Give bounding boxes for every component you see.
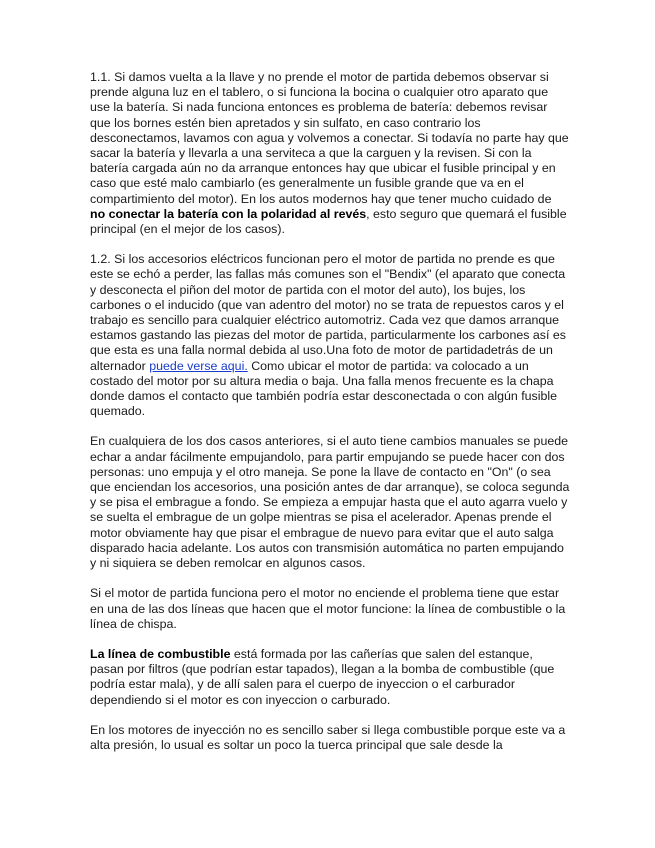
- paragraph-text: En los motores de inyección no es sencillo saber si llega combustible porque este va a alta presión, lo usual es soltar un poco la tuerca principal que sale desde la: [90, 722, 566, 752]
- paragraph-starter-motor: [90, 252, 570, 419]
- paragraph-text: Si el motor de partida funciona pero el motor no enciende el problema tiene que estar en una de las dos líneas que hacen que el motor funcione: la línea de combustible o la línea de chispa.: [90, 586, 566, 631]
- paragraph-battery-check: [90, 70, 570, 237]
- paragraph-text: Como ubicar el motor de partida: va colocado a un costado del motor por su altura media o baja. Una falla menos frecuente es la chapa donde damos el contacto que también podría estar desconectada o con algún fusible quemado.: [90, 358, 558, 419]
- paragraph-text: En cualquiera de los dos casos anteriores, si el auto tiene cambios manuales se puede echar a andar fácilmente empujandolo, para partir empujando se puede hacer con dos personas: uno empuja y el otro maneja. Se pone la llave de contacto en "On" (o sea que enciendan los accesorios, una posición antes de dar arranque), se coloca segunda y se pisa el embrague a fondo. Se empieza a empujar hasta que el auto agarra vuelo y se suelta el embrague de un golpe mientras se pisa el acelerador. Apenas prende el motor obviamente hay que pisar el embrague de nuevo para evitar que el auto salga disparado hacia adelante. Los autos con transmisión automática no parten empujando y ni siquiera se deben remolcar en algunos casos.: [90, 434, 570, 571]
- paragraph-fuel-spark-lines: [90, 586, 570, 632]
- paragraph-push-start: [90, 434, 570, 571]
- paragraph-text: está formada por las cañerías que salen del estanque, pasan por filtros (que podrían estar tapados), llegan a la bomba de combustible (que podría estar mala), y de allí salen para el cuerpo de inyeccion o el carburador dependiendo si el motor es con inyeccion o carburado.: [90, 646, 555, 707]
- photo-link[interactable]: puede verse aqui.: [149, 358, 248, 373]
- paragraph-injection: [90, 723, 570, 753]
- bold-warning: no conectar la batería con la polaridad al revés: [90, 206, 367, 221]
- paragraph-text: , esto seguro que quemará el fusible principal (en el mejor de los casos).: [90, 206, 567, 237]
- paragraph-fuel-line: [90, 647, 570, 708]
- paragraph-text: 1.1. Si damos vuelta a la llave y no prende el motor de partida debemos observar si prende alguna luz en el tablero, o si funciona la bocina o cualquier otro aparato que use la batería. Si nada funciona entonces es problema de batería: debemos revisar que los bornes estén bien apretados y sin sulfato, en caso contrario los desconectamos, lavamos con agua y volvemos a conectar. Si todavía no parte hay que sacar la batería y llevarla a una serviteca a que la carguen y la revisen. Si con la batería cargada aún no da arranque entonces hay que ubicar el fusible principal y en caso que esté malo cambiarlo (es generalmente un fusible grande que va en el compartimiento del motor). En los autos modernos hay que tener mucho cuidado de: [90, 70, 569, 206]
- paragraph-text: 1.2. Si los accesorios eléctricos funcionan pero el motor de partida no prende es que este se echó a perder, las fallas más comunes son el "Bendix" (el aparato que conecta y desconecta el piñon del motor de partida con el motor del auto), los bujes, los carbones o el inducido (que van adentro del motor) no se trata de repuestos caros y el trabajo es sencillo para cualquier eléctrico automotriz. Cada vez que damos arranque estamos gastando las piezas del motor de partida, particularmente los carbones así es que esta es una falla normal debida al uso.Una foto de motor de partidadetrás de un alternador: [90, 252, 566, 373]
- bold-heading-fuel-line: La línea de combustible: [90, 646, 231, 661]
- document-page: [90, 70, 570, 753]
